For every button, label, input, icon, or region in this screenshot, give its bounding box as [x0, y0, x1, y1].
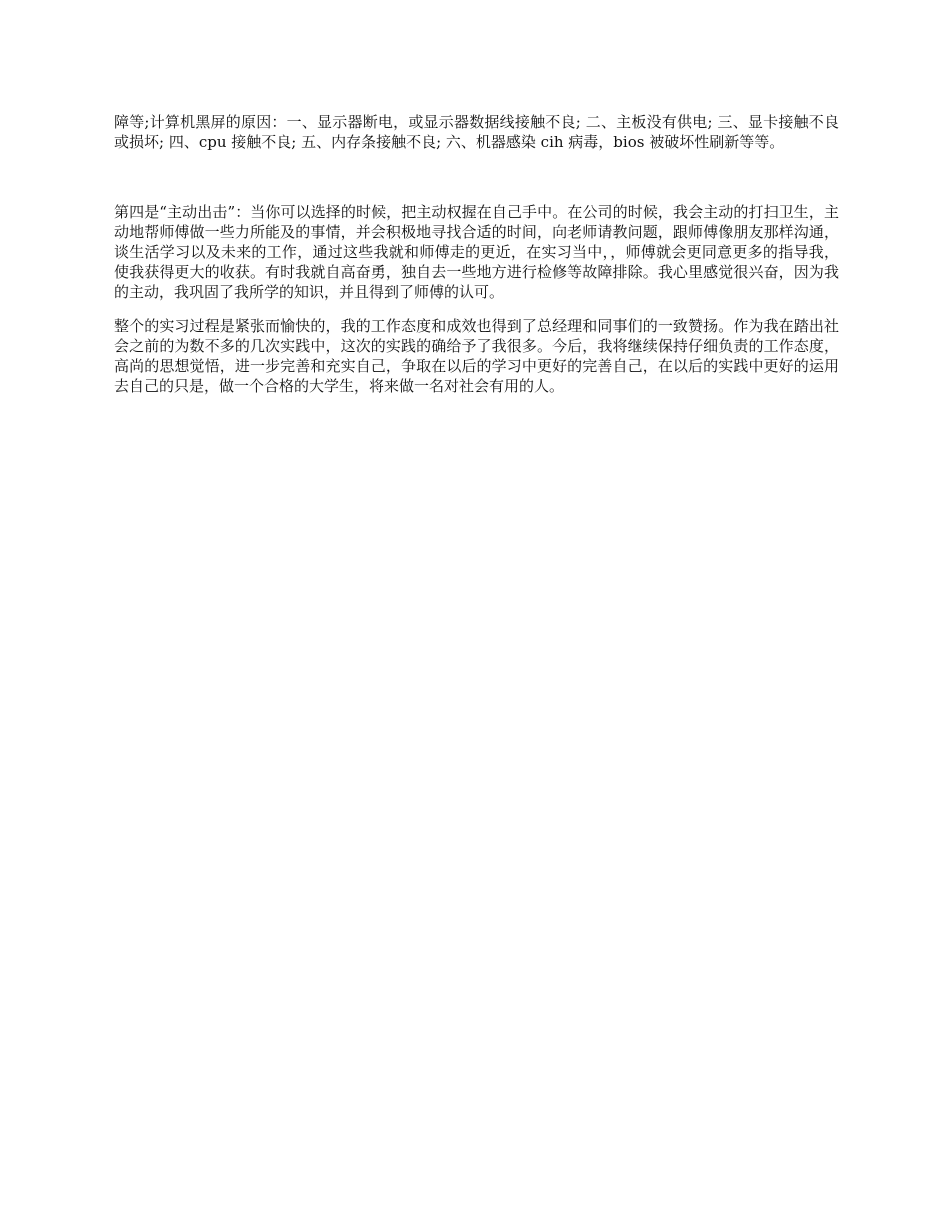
paragraph-take-initiative: 第四是“主动出击”：当你可以选择的时候，把主动权握在自己手中。在公司的时候，我会主动的打扫卫生，主动地帮师傅做一些力所能及的事情，并会积极地寻找合适的时间，向老师请教问题，跟师傅像朋友那样沟通，谈生活学习以及未来的工作，通过这些我就和师傅走的更近，在实习当中，，师傅就会更同意更多的指导我，使我获得更大的收获。有时我就自高奋勇，独自去一些地方进行检修等故障排除。我心里感觉很兴奋，因为我的主动，我巩固了我所学的知识，并且得到了师傅的认可。 [114, 203, 839, 301]
paragraph-computer-black-screen-causes: 障等;计算机黑屏的原因：一、显示器断电，或显示器数据线接触不良; 二、主板没有供电; 三、显卡接触不良或损坏; 四、cpu 接触不良; 五、内存条接触不良; 六、机器感染 cih 病毒，bios 被破坏性刷新等等。 [114, 113, 839, 151]
paragraph-internship-summary: 整个的实习过程是紧张而愉快的，我的工作态度和成效也得到了总经理和同事们的一致赞扬。作为我在踏出社会之前的为数不多的几次实践中，这次的实践的确给予了我很多。今后，我将继续保持仔细负责的工作态度，高尚的思想觉悟，进一步完善和充实自己，争取在以后的学习中更好的完善自己，在以后的实践中更好的运用去自己的只是，做一个合格的大学生，将来做一名对社会有用的人。 [114, 317, 839, 395]
document-body [114, 112, 839, 396]
